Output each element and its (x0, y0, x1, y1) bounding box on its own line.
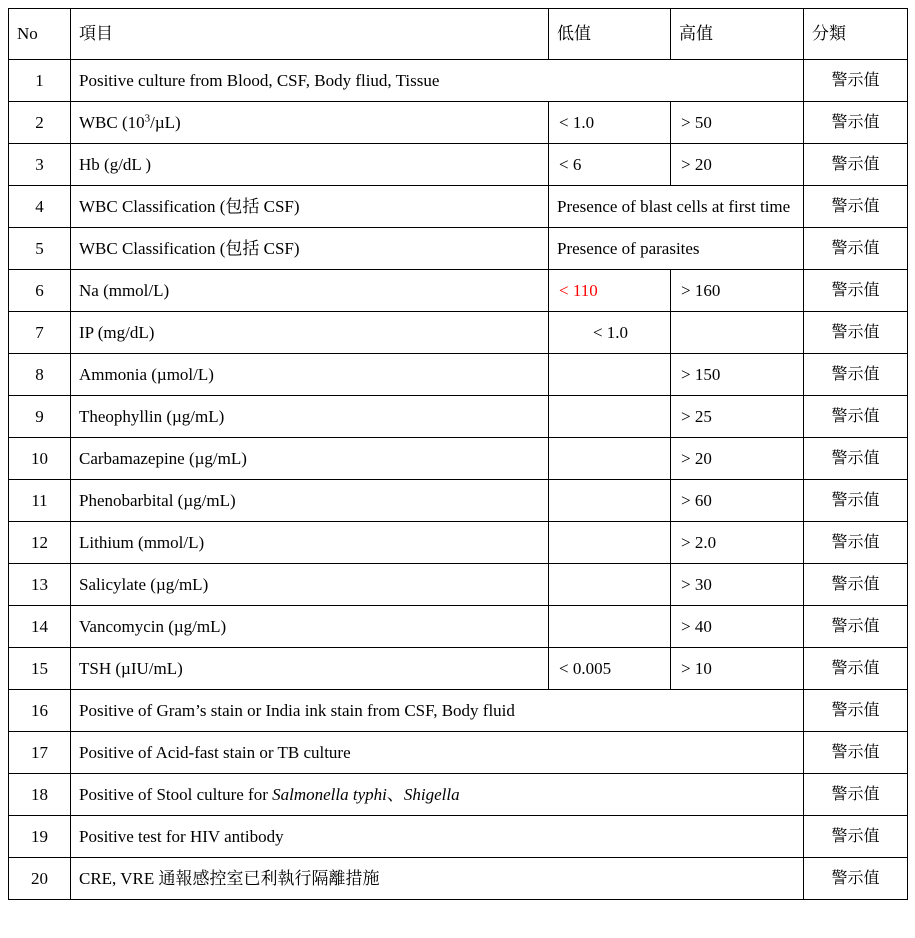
row-classification: 警示值 (804, 144, 908, 186)
column-header-classification: 分類 (804, 9, 908, 60)
row-item: Ammonia (µmol/L) (71, 354, 549, 396)
row-high-value: > 10 (671, 648, 804, 690)
row-item: Hb (g/dL ) (71, 144, 549, 186)
row-item: Theophyllin (µg/mL) (71, 396, 549, 438)
row-number: 16 (9, 690, 71, 732)
table-row (9, 312, 908, 354)
row-number: 3 (9, 144, 71, 186)
row-item: Lithium (mmol/L) (71, 522, 549, 564)
row-classification: 警示值 (804, 228, 908, 270)
row-low-value: < 1.0 (549, 102, 671, 144)
row-item: Phenobarbital (µg/mL) (71, 480, 549, 522)
row-classification: 警示值 (804, 270, 908, 312)
table-header-row (9, 9, 908, 60)
row-low-value (549, 396, 671, 438)
row-classification: 警示值 (804, 648, 908, 690)
table-row (9, 144, 908, 186)
row-item: Positive culture from Blood, CSF, Body fliud, Tissue (71, 60, 804, 102)
row-classification: 警示值 (804, 858, 908, 900)
table-body (9, 60, 908, 900)
row-number: 12 (9, 522, 71, 564)
table-row (9, 690, 908, 732)
table-row (9, 60, 908, 102)
table-row (9, 564, 908, 606)
row-number: 15 (9, 648, 71, 690)
row-high-value: > 40 (671, 606, 804, 648)
row-item: Carbamazepine (µg/mL) (71, 438, 549, 480)
table-row (9, 732, 908, 774)
row-low-value (549, 564, 671, 606)
row-high-value: > 20 (671, 144, 804, 186)
row-number: 5 (9, 228, 71, 270)
row-item: Na (mmol/L) (71, 270, 549, 312)
row-classification: 警示值 (804, 396, 908, 438)
row-low-value (549, 438, 671, 480)
row-classification: 警示值 (804, 312, 908, 354)
row-classification: 警示值 (804, 186, 908, 228)
row-merged-value: Presence of blast cells at first time (549, 186, 804, 228)
row-high-value: > 60 (671, 480, 804, 522)
row-low-value: < 0.005 (549, 648, 671, 690)
table-row (9, 648, 908, 690)
table-row (9, 816, 908, 858)
table-row (9, 396, 908, 438)
row-high-value: > 30 (671, 564, 804, 606)
row-number: 8 (9, 354, 71, 396)
row-item: Positive of Acid-fast stain or TB culture (71, 732, 804, 774)
row-number: 11 (9, 480, 71, 522)
row-high-value: > 50 (671, 102, 804, 144)
column-header-item: 項目 (71, 9, 549, 60)
row-classification: 警示值 (804, 438, 908, 480)
row-classification: 警示值 (804, 522, 908, 564)
row-classification: 警示值 (804, 354, 908, 396)
table-row (9, 858, 908, 900)
row-number: 14 (9, 606, 71, 648)
table-row (9, 102, 908, 144)
row-high-value: > 25 (671, 396, 804, 438)
row-item: WBC Classification (包括 CSF) (71, 228, 549, 270)
row-number: 1 (9, 60, 71, 102)
table-row (9, 270, 908, 312)
column-header-no: No (9, 9, 71, 60)
row-classification: 警示值 (804, 564, 908, 606)
row-high-value: > 20 (671, 438, 804, 480)
row-item: CRE, VRE 通報感控室已利執行隔離措施 (71, 858, 804, 900)
row-item: Positive of Gram’s stain or India ink stain from CSF, Body fluid (71, 690, 804, 732)
critical-values-table (8, 8, 908, 900)
row-classification: 警示值 (804, 732, 908, 774)
row-number: 13 (9, 564, 71, 606)
row-item: Positive test for HIV antibody (71, 816, 804, 858)
row-high-value: > 2.0 (671, 522, 804, 564)
row-item: IP (mg/dL) (71, 312, 549, 354)
row-number: 7 (9, 312, 71, 354)
table-row (9, 354, 908, 396)
row-item: Salicylate (µg/mL) (71, 564, 549, 606)
row-number: 6 (9, 270, 71, 312)
row-number: 2 (9, 102, 71, 144)
table-row (9, 228, 908, 270)
row-number: 9 (9, 396, 71, 438)
row-classification: 警示值 (804, 480, 908, 522)
row-item: TSH (µIU/mL) (71, 648, 549, 690)
table-row (9, 438, 908, 480)
row-low-value (549, 522, 671, 564)
row-classification: 警示值 (804, 690, 908, 732)
row-classification: 警示值 (804, 102, 908, 144)
row-high-value: > 160 (671, 270, 804, 312)
row-number: 19 (9, 816, 71, 858)
table-row (9, 774, 908, 816)
row-number: 18 (9, 774, 71, 816)
row-number: 4 (9, 186, 71, 228)
table-row (9, 186, 908, 228)
row-item: Positive of Stool culture for Salmonella typhi、Shigella (71, 774, 804, 816)
row-number: 10 (9, 438, 71, 480)
table-row (9, 606, 908, 648)
table-header (9, 9, 908, 60)
row-classification: 警示值 (804, 816, 908, 858)
row-low-value (549, 480, 671, 522)
row-merged-value: Presence of parasites (549, 228, 804, 270)
column-header-low: 低值 (549, 9, 671, 60)
row-item: WBC $(10^3/\mu L)$ (71, 102, 549, 144)
row-low-value: < 110 (549, 270, 671, 312)
row-classification: 警示值 (804, 606, 908, 648)
row-number: 20 (9, 858, 71, 900)
table-row (9, 480, 908, 522)
column-header-high: 高值 (671, 9, 804, 60)
row-number: 17 (9, 732, 71, 774)
row-high-value: > 150 (671, 354, 804, 396)
row-low-value (549, 354, 671, 396)
row-low-value (549, 606, 671, 648)
row-classification: 警示值 (804, 774, 908, 816)
row-low-value: < 6 (549, 144, 671, 186)
row-item: Vancomycin (µg/mL) (71, 606, 549, 648)
row-high-value (671, 312, 804, 354)
row-classification: 警示值 (804, 60, 908, 102)
row-item: WBC Classification (包括 CSF) (71, 186, 549, 228)
row-low-value: < 1.0 (549, 312, 671, 354)
table-row (9, 522, 908, 564)
